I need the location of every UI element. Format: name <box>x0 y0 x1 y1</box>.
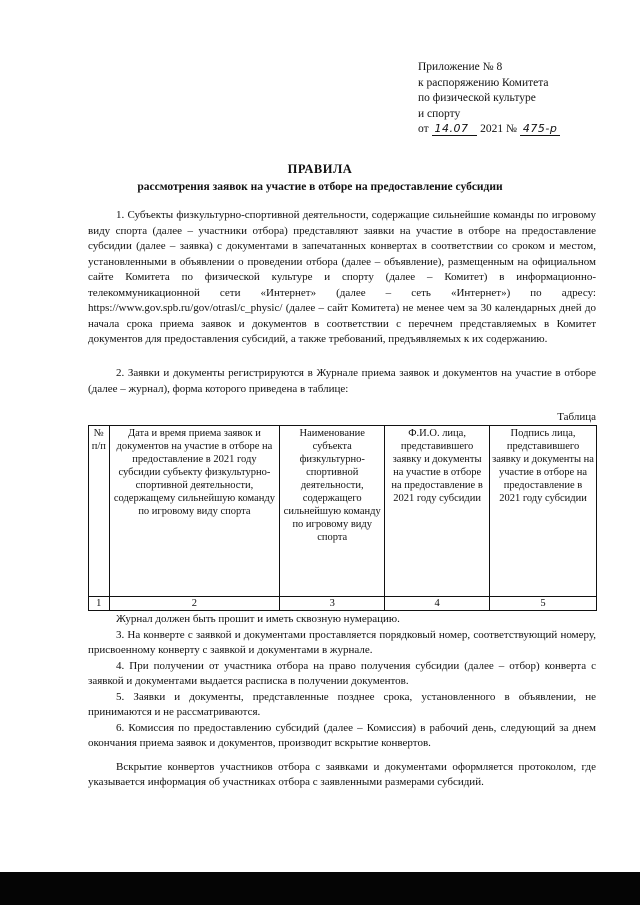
annex-date-line <box>418 122 560 138</box>
scan-bottom-edge <box>0 872 640 905</box>
table-header-cell: Ф.И.О. лица, представившего заявку и документы на участие в отборе на предоставление в 2021 году субсидии <box>385 426 490 597</box>
table-number-cell: 5 <box>490 597 597 611</box>
table-header-cell: Подпись лица, представившего заявку и документы на участие в отборе на предоставление в 2021 году субсидии <box>490 426 597 597</box>
table-header-cell: Дата и время приема заявок и документов на участие в отборе на предоставление в 2021 году субсидии субъекту физкультурно-спортивной деятельности, содержащему сильнейшую команду по игровому виду спорта <box>109 426 280 597</box>
date-field <box>432 123 478 136</box>
handwritten-number: 475-р <box>522 122 558 135</box>
after-table-text <box>88 612 596 791</box>
paragraph-5: 5. Заявки и документы, представленные позднее срока, установленного в объявлении, не принимаются и не рассматриваются. <box>88 690 596 718</box>
table-header-row <box>89 426 597 597</box>
document-title: ПРАВИЛА <box>287 162 353 176</box>
table-caption: Таблица <box>557 411 596 423</box>
paragraph-1: 1. Субъекты физкультурно-спортивной деятельности, содержащие сильнейшие команды по игровому виду спорта (далее – участники отбора) представляют заявки на участие в отборе на предоставление субсидии (далее – заявка) с документами в запечатанных конвертах в соответствии со сроком и местом, установленными в объявлении о проведении отбора (далее – объявление), размещенным на официальном сайте Комитета по физической культуре и спорту (далее – Комитет) в информационно-телекоммуникационной сети «Интернет» (далее – сеть «Интернет») по адресу: https://www.gov.spb.ru/gov/otrasl/c_physic/ (далее – сайт Комитета) не менее чем за 30 календарных дней до начала срока приема заявок и документов в соответствии с перечнем представляемых в Комитет документов для предоставления субсидий, а также требований, предъявляемых к их содержанию. <box>88 209 596 345</box>
paragraph-6: 6. Комиссия по предоставлению субсидий (далее – Комиссия) в рабочий день, следующий за днем окончания приема заявок и документов, производит вскрытие конвертов. <box>88 721 596 749</box>
paragraph-3: 3. На конверте с заявкой и документами проставляется порядковый номер, соответствующий номеру, присвоенному конверту с заявкой и документами в журнале. <box>88 628 596 656</box>
table-header-cell: № п/п <box>89 426 110 597</box>
table-header-cell: Наименование субъекта физкультурно-спортивной деятельности, содержащего сильнейшую команду по игровому виду спорта <box>280 426 385 597</box>
document-subtitle: рассмотрения заявок на участие в отборе на предоставление субсидии <box>137 181 503 193</box>
paragraph-7: Вскрытие конвертов участников отбора с заявками и документами оформляется протоколом, где указывается информация об участниках отбора с заявленными размерами субсидий. <box>88 760 596 788</box>
paragraph-2: 2. Заявки и документы регистрируются в Журнале приема заявок и документов на участие в отборе (далее – журнал), форма которого приведена в таблице: <box>88 367 596 395</box>
paragraph-after-table: Журнал должен быть прошит и иметь сквозную нумерацию. <box>116 613 400 625</box>
table-number-row <box>89 597 597 611</box>
annex-line: Приложение № 8 <box>418 61 503 73</box>
year-label: 2021 № <box>480 123 517 135</box>
journal-table <box>88 425 597 611</box>
table-number-cell: 2 <box>109 597 280 611</box>
paragraph-4: 4. При получении от участника отбора на право получения субсидии (далее – отбор) конверта с заявкой и документами выдается расписка в получении документов. <box>88 659 596 687</box>
table-number-cell: 1 <box>89 597 110 611</box>
annex-line: по физической культуре <box>418 92 536 104</box>
annex-line: к распоряжению Комитета <box>418 76 549 89</box>
annex-line: и спорту <box>418 107 461 120</box>
table-number-cell: 3 <box>280 597 385 611</box>
annex-block <box>418 60 560 138</box>
number-field <box>520 123 560 136</box>
table-number-cell: 4 <box>385 597 490 611</box>
handwritten-date: 14.07 <box>434 122 469 135</box>
date-prefix: от <box>418 123 429 135</box>
